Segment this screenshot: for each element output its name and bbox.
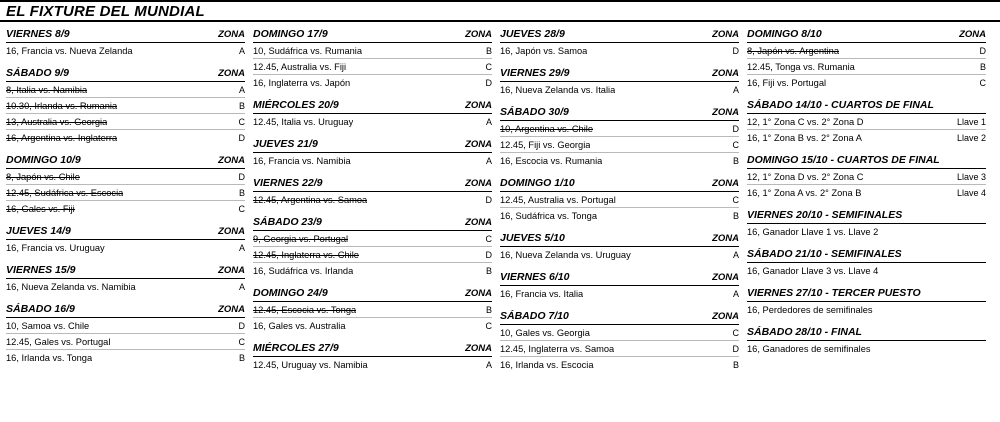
day-header: [747, 248, 986, 263]
match-row: [253, 192, 492, 207]
zona-column-label: ZONA: [712, 311, 739, 322]
zona-column-label: ZONA: [465, 217, 492, 228]
page-title-bar: [0, 0, 1000, 22]
zona-column-label: ZONA: [218, 155, 245, 166]
match-label: 12.45, Gales vs. Portugal: [6, 337, 111, 347]
match-row: [747, 224, 986, 239]
day-header: [6, 67, 245, 82]
day-date-label: SÁBADO 28/10 - FINAL: [747, 326, 862, 338]
match-group-label: C: [485, 321, 492, 331]
match-group-label: B: [732, 211, 739, 221]
day-date-label: VIERNES 22/9: [253, 177, 323, 189]
fixture-day-block: [500, 177, 739, 223]
match-group-label: B: [485, 46, 492, 56]
match-row: [500, 153, 739, 168]
match-label: 16, Argentina vs. Inglaterra: [6, 133, 118, 143]
match-label: 12.45, Sudáfrica vs. Escocia: [6, 188, 124, 198]
match-row: [6, 240, 245, 255]
match-label: 16, Francia vs. Italia: [500, 289, 584, 299]
zona-column-label: ZONA: [959, 29, 986, 40]
match-label: 16, 1° Zona A vs. 2° Zona B: [747, 188, 862, 198]
zona-column-label: ZONA: [465, 139, 492, 150]
fixture-day-block: [500, 271, 739, 301]
zona-column-label: ZONA: [712, 272, 739, 283]
match-label: 16, Ganadores de semifinales: [747, 344, 871, 354]
match-label: 16, 1° Zona B vs. 2° Zona A: [747, 133, 862, 143]
match-group-label: A: [732, 289, 739, 299]
match-row: [253, 247, 492, 263]
match-label: 16, Fiji vs. Portugal: [747, 78, 827, 88]
day-header: [6, 225, 245, 240]
match-group-label: Llave 4: [956, 188, 986, 198]
match-label: 8, Japón vs. Argentina: [747, 46, 839, 56]
match-row: [747, 302, 986, 317]
match-row: [500, 357, 739, 372]
match-group-label: D: [732, 46, 739, 56]
match-label: 10, Argentina vs. Chile: [500, 124, 594, 134]
match-row: [253, 114, 492, 129]
day-date-label: JUEVES 21/9: [253, 138, 318, 150]
match-group-label: B: [238, 188, 245, 198]
match-row: [253, 318, 492, 333]
zona-column-label: ZONA: [712, 29, 739, 40]
match-row: [500, 192, 739, 208]
fixture-column: [253, 28, 500, 381]
day-header: [747, 209, 986, 224]
match-label: 16, Nueva Zelanda vs. Uruguay: [500, 250, 631, 260]
match-label: 16, Francia vs. Uruguay: [6, 243, 105, 253]
match-row: [253, 153, 492, 168]
match-label: 12, 1° Zona C vs. 2° Zona D: [747, 117, 864, 127]
match-group-label: A: [485, 360, 492, 370]
day-header: [747, 287, 986, 302]
day-date-label: SÁBADO 16/9: [6, 303, 75, 315]
day-date-label: SÁBADO 9/9: [6, 67, 70, 79]
match-group-label: C: [485, 234, 492, 244]
match-row: [6, 318, 245, 334]
match-label: 16, Escocia vs. Rumania: [500, 156, 603, 166]
match-label: 16, Ganador Llave 1 vs. Llave 2: [747, 227, 879, 237]
match-group-label: B: [485, 305, 492, 315]
match-row: [253, 357, 492, 372]
match-label: 16, Nueva Zelanda vs. Italia: [500, 85, 616, 95]
match-label: 16, Inglaterra vs. Japón: [253, 78, 351, 88]
match-label: 10, Gales vs. Georgia: [500, 328, 590, 338]
fixture-day-block: [253, 177, 492, 207]
match-row: [500, 82, 739, 97]
match-group-label: B: [238, 101, 245, 111]
match-group-label: A: [732, 85, 739, 95]
match-group-label: A: [732, 250, 739, 260]
match-row: [747, 75, 986, 90]
zona-column-label: ZONA: [712, 178, 739, 189]
fixture-day-block: [253, 99, 492, 129]
fixture-day-block: [747, 154, 986, 200]
match-row: [500, 341, 739, 357]
match-label: 16, Irlanda vs. Escocia: [500, 360, 594, 370]
match-group-label: C: [238, 117, 245, 127]
fixture-column: [6, 28, 253, 381]
match-row: [500, 247, 739, 262]
zona-column-label: ZONA: [218, 68, 245, 79]
fixture-columns: [0, 22, 1000, 381]
day-date-label: DOMINGO 15/10 - CUARTOS DE FINAL: [747, 154, 940, 166]
fixture-day-block: [747, 248, 986, 278]
match-label: 8, Italia vs. Namibia: [6, 85, 88, 95]
match-label: 12, 1° Zona D vs. 2° Zona C: [747, 172, 864, 182]
match-row: [253, 43, 492, 59]
day-header: [747, 99, 986, 114]
match-row: [6, 130, 245, 145]
fixture-day-block: [6, 264, 245, 294]
zona-column-label: ZONA: [712, 107, 739, 118]
match-row: [6, 201, 245, 216]
match-group-label: B: [238, 353, 245, 363]
zona-column-label: ZONA: [465, 29, 492, 40]
match-label: 16, Irlanda vs. Tonga: [6, 353, 93, 363]
match-row: [747, 130, 986, 145]
day-header: [253, 342, 492, 357]
match-group-label: A: [238, 243, 245, 253]
match-group-label: A: [238, 282, 245, 292]
match-group-label: C: [732, 195, 739, 205]
fixture-day-block: [6, 303, 245, 365]
fixture-day-block: [253, 138, 492, 168]
day-header: [500, 271, 739, 286]
day-header: [253, 177, 492, 192]
match-row: [6, 169, 245, 185]
fixture-day-block: [747, 209, 986, 239]
match-row: [6, 279, 245, 294]
match-group-label: B: [732, 360, 739, 370]
match-group-label: Llave 2: [956, 133, 986, 143]
match-group-label: B: [732, 156, 739, 166]
match-group-label: A: [485, 156, 492, 166]
day-header: [253, 138, 492, 153]
day-header: [747, 154, 986, 169]
match-row: [747, 114, 986, 130]
match-label: 16, Gales vs. Fiji: [6, 204, 75, 214]
match-group-label: D: [238, 133, 245, 143]
day-date-label: JUEVES 14/9: [6, 225, 71, 237]
match-row: [747, 185, 986, 200]
day-date-label: JUEVES 5/10: [500, 232, 565, 244]
match-group-label: C: [732, 328, 739, 338]
zona-column-label: ZONA: [465, 100, 492, 111]
zona-column-label: ZONA: [712, 233, 739, 244]
day-date-label: SÁBADO 7/10: [500, 310, 569, 322]
day-header: [253, 99, 492, 114]
match-group-label: D: [485, 78, 492, 88]
match-row: [6, 334, 245, 350]
day-header: [500, 177, 739, 192]
match-row: [500, 43, 739, 58]
match-row: [747, 341, 986, 356]
match-group-label: D: [732, 124, 739, 134]
day-header: [747, 28, 986, 43]
zona-column-label: ZONA: [218, 29, 245, 40]
fixture-day-block: [253, 28, 492, 90]
match-label: 13, Australia vs. Georgia: [6, 117, 108, 127]
fixture-day-block: [253, 287, 492, 333]
day-header: [500, 28, 739, 43]
match-group-label: A: [238, 46, 245, 56]
match-row: [500, 325, 739, 341]
match-label: 12.45, Argentina vs. Samoa: [253, 195, 368, 205]
zona-column-label: ZONA: [465, 343, 492, 354]
match-label: 16, Francia vs. Namibia: [253, 156, 351, 166]
day-date-label: MIÉRCOLES 27/9: [253, 342, 339, 354]
match-label: 16, Gales vs. Australia: [253, 321, 346, 331]
match-group-label: D: [979, 46, 986, 56]
match-group-label: B: [979, 62, 986, 72]
match-label: 10.30, Irlanda vs. Rumania: [6, 101, 118, 111]
day-header: [500, 106, 739, 121]
day-date-label: DOMINGO 17/9: [253, 28, 328, 40]
match-row: [747, 169, 986, 185]
match-row: [500, 208, 739, 223]
fixture-column: [500, 28, 747, 381]
match-group-label: D: [238, 321, 245, 331]
day-header: [500, 232, 739, 247]
match-group-label: A: [238, 85, 245, 95]
match-group-label: D: [238, 172, 245, 182]
day-date-label: DOMINGO 8/10: [747, 28, 822, 40]
match-group-label: B: [485, 266, 492, 276]
match-label: 12.45, Escocia vs. Tonga: [253, 305, 357, 315]
day-header: [747, 326, 986, 341]
match-group-label: D: [485, 250, 492, 260]
day-header: [6, 264, 245, 279]
match-row: [500, 286, 739, 301]
day-date-label: JUEVES 28/9: [500, 28, 565, 40]
day-header: [500, 310, 739, 325]
match-group-label: C: [238, 337, 245, 347]
day-date-label: VIERNES 15/9: [6, 264, 76, 276]
match-group-label: Llave 1: [956, 117, 986, 127]
match-group-label: C: [732, 140, 739, 150]
day-header: [6, 303, 245, 318]
match-row: [6, 98, 245, 114]
day-header: [6, 28, 245, 43]
zona-column-label: ZONA: [465, 178, 492, 189]
match-group-label: D: [485, 195, 492, 205]
match-label: 12.45, Italia vs. Uruguay: [253, 117, 354, 127]
match-label: 8, Japón vs. Chile: [6, 172, 80, 182]
match-row: [6, 185, 245, 201]
match-row: [747, 59, 986, 75]
match-row: [253, 263, 492, 278]
fixture-day-block: [500, 310, 739, 372]
fixture-day-block: [747, 99, 986, 145]
match-label: 12.45, Inglaterra vs. Chile: [253, 250, 359, 260]
fixture-day-block: [500, 67, 739, 97]
zona-column-label: ZONA: [465, 288, 492, 299]
fixture-day-block: [253, 216, 492, 278]
day-header: [6, 154, 245, 169]
day-date-label: SÁBADO 30/9: [500, 106, 569, 118]
day-date-label: DOMINGO 1/10: [500, 177, 575, 189]
match-row: [6, 350, 245, 365]
zona-column-label: ZONA: [712, 68, 739, 79]
fixture-day-block: [747, 287, 986, 317]
match-row: [747, 263, 986, 278]
day-date-label: VIERNES 20/10 - SEMIFINALES: [747, 209, 903, 221]
fixture-day-block: [747, 326, 986, 356]
day-date-label: VIERNES 29/9: [500, 67, 570, 79]
match-label: 12.45, Tonga vs. Rumania: [747, 62, 855, 72]
match-label: 12.45, Fiji vs. Georgia: [500, 140, 591, 150]
match-group-label: C: [979, 78, 986, 88]
zona-column-label: ZONA: [218, 265, 245, 276]
match-row: [253, 59, 492, 75]
match-label: 10, Sudáfrica vs. Rumania: [253, 46, 363, 56]
match-row: [747, 43, 986, 59]
day-header: [253, 28, 492, 43]
match-row: [253, 75, 492, 90]
fixture-day-block: [253, 342, 492, 372]
fixture-day-block: [6, 225, 245, 255]
match-label: 16, Sudáfrica vs. Irlanda: [253, 266, 354, 276]
match-label: 12.45, Australia vs. Portugal: [500, 195, 616, 205]
match-label: 16, Francia vs. Nueva Zelanda: [6, 46, 133, 56]
match-label: 16, Perdedores de semifinales: [747, 305, 873, 315]
day-date-label: VIERNES 27/10 - TERCER PUESTO: [747, 287, 921, 299]
match-label: 16, Japón vs. Samoa: [500, 46, 588, 56]
fixture-day-block: [747, 28, 986, 90]
fixture-day-block: [500, 106, 739, 168]
fixture-column: [747, 28, 994, 381]
match-row: [253, 302, 492, 318]
match-label: 10, Samoa vs. Chile: [6, 321, 90, 331]
zona-column-label: ZONA: [218, 226, 245, 237]
day-date-label: SÁBADO 14/10 - CUARTOS DE FINAL: [747, 99, 934, 111]
match-group-label: C: [485, 62, 492, 72]
match-label: 12.45, Inglaterra vs. Samoa: [500, 344, 615, 354]
fixture-day-block: [6, 67, 245, 145]
day-date-label: MIÉRCOLES 20/9: [253, 99, 339, 111]
match-label: 16, Sudáfrica vs. Tonga: [500, 211, 597, 221]
day-date-label: VIERNES 8/9: [6, 28, 70, 40]
match-row: [500, 121, 739, 137]
day-header: [500, 67, 739, 82]
match-row: [6, 114, 245, 130]
match-row: [253, 231, 492, 247]
match-row: [500, 137, 739, 153]
match-group-label: A: [485, 117, 492, 127]
day-date-label: SÁBADO 21/10 - SEMIFINALES: [747, 248, 902, 260]
day-header: [253, 216, 492, 231]
day-header: [253, 287, 492, 302]
match-label: 16, Nueva Zelanda vs. Namibia: [6, 282, 136, 292]
day-date-label: SÁBADO 23/9: [253, 216, 322, 228]
day-date-label: VIERNES 6/10: [500, 271, 570, 283]
match-label: 16, Ganador Llave 3 vs. Llave 4: [747, 266, 879, 276]
match-group-label: Llave 3: [956, 172, 986, 182]
match-group-label: C: [238, 204, 245, 214]
zona-column-label: ZONA: [218, 304, 245, 315]
match-label: 12.45, Uruguay vs. Namibia: [253, 360, 368, 370]
match-label: 12.45, Australia vs. Fiji: [253, 62, 347, 72]
match-row: [6, 43, 245, 58]
fixture-day-block: [500, 232, 739, 262]
page-title: EL FIXTURE DEL MUNDIAL: [6, 2, 205, 20]
day-date-label: DOMINGO 24/9: [253, 287, 328, 299]
fixture-day-block: [6, 154, 245, 216]
day-date-label: DOMINGO 10/9: [6, 154, 81, 166]
match-label: 9, Georgia vs. Portugal: [253, 234, 349, 244]
fixture-day-block: [6, 28, 245, 58]
fixture-day-block: [500, 28, 739, 58]
match-group-label: D: [732, 344, 739, 354]
match-row: [6, 82, 245, 98]
